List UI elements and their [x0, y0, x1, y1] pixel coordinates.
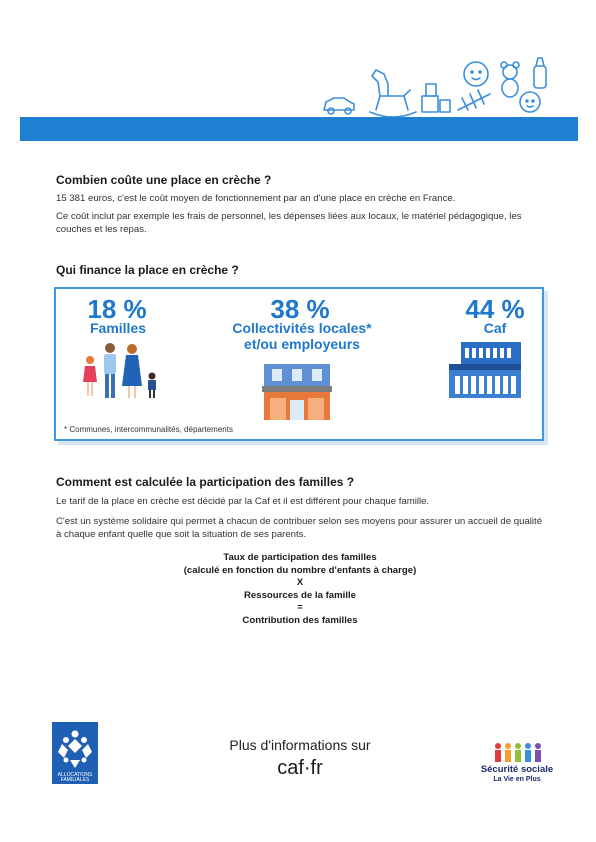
securite-sociale-logo-icon	[488, 740, 548, 766]
formula-line-equals: =	[297, 602, 303, 613]
section-participation-title: Comment est calculée la participation des familles ?	[56, 475, 355, 489]
share-caf-label: Caf	[483, 320, 507, 336]
share-caf-percent: 44 %	[465, 294, 525, 324]
building-icon	[447, 340, 523, 398]
formula-line-rate-note: (calculé en fonction du nombre d'enfants à charge)	[183, 564, 417, 576]
participation-paragraph-1: Le tarif de la place en crèche est décidé par la Caf et il est différent pour chaque famille.	[56, 496, 430, 507]
house-icon	[262, 362, 332, 420]
more-info-text: Plus d'informations sur	[229, 737, 371, 753]
share-families-label: Familles	[89, 320, 147, 336]
family-icon	[78, 340, 168, 402]
share-local-label-line1: Collectivités locales*	[232, 320, 372, 336]
caf-logo-icon	[52, 722, 98, 784]
baby-toys-illustration-icon	[318, 52, 558, 118]
formula-line-multiply: X	[296, 577, 304, 588]
share-families-percent: 18 %	[87, 294, 147, 324]
section-funding-title: Qui finance la place en crèche ?	[56, 263, 239, 277]
cost-paragraph-2: Ce coût inclut par exemple les frais de personnel, les dépenses liées aux locaux, le matériel pédagogique, les couches et les repas.	[56, 211, 522, 235]
cost-paragraph-1: 15 381 euros, c'est le coût moyen de fonctionnement par an d'une place en crèche en France.	[56, 193, 456, 204]
caf-logo-text-1: ALLOCATIONS	[57, 772, 93, 778]
share-local-label	[222, 320, 382, 352]
section-cost-title: Combien coûte une place en crèche ?	[56, 173, 272, 187]
funding-footnote: * Communes, intercommunalités, départements	[64, 425, 233, 434]
share-local-percent: 38 %	[270, 294, 330, 324]
caf-logo-text-2: FAMILIALES	[60, 777, 90, 783]
formula-line-resources: Ressources de la famille	[244, 589, 356, 601]
participation-paragraph-2: C'est un système solidaire qui permet à chacun de contribuer selon ses moyens pour assurer un accueil de qualité à chaque enfant quelle que soit la situation de ses parents.	[56, 516, 543, 540]
participation-formula	[120, 552, 480, 627]
securite-sociale-name: Sécurité sociale	[480, 764, 554, 775]
caf-website-link[interactable]: caf·fr	[277, 757, 323, 779]
header-band	[20, 117, 578, 141]
securite-sociale-tagline: La Vie en Plus	[493, 776, 541, 783]
formula-line-rate: Taux de participation des familles	[223, 552, 377, 563]
share-local-label-line2: et/ou employeurs	[244, 336, 360, 352]
formula-line-contribution: Contribution des familles	[242, 614, 358, 626]
